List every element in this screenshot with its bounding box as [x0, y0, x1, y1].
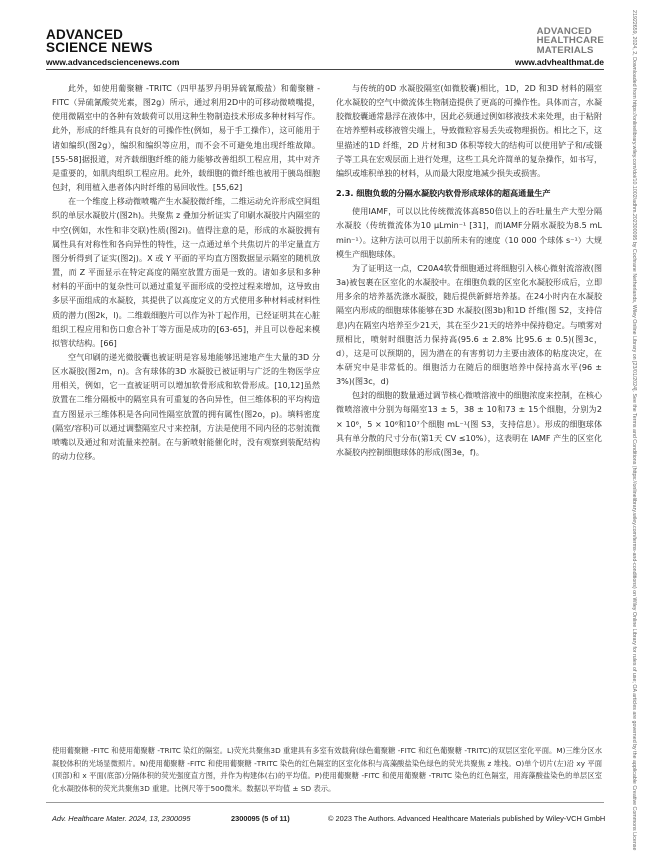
body-paragraph: 与传统的0D 水凝胶隔室(如微胶囊)相比，1D，2D 和3D 材料的隔室化水凝胶的空气中微流体生物制造提供了更高的可操作性。具体而言，水凝胶微胶囊通常悬浮在液体中，因此必须通过例如移液技术来处理，由于粘附在培养塑料或移液管尖端上，导致微粒容易丢失或物理损伤。相比之下，这里描述的1D 纤维，2D 片材和3D 体积等较大的结构可以使用铲子和/或镊子等工具在宏观层面上进行处理，这些工具允许简单的复杂操作，如书写，编织或堆积单独的材料，从而最大限度地减少损失或损害。 [336, 84, 602, 178]
journal-logo-line3: MATERIALS [536, 44, 594, 56]
publisher-logo [46, 28, 153, 54]
journal-logo-line2: HEALTHCARE [536, 35, 604, 47]
body-paragraph: 空气印刷的递光微胶囊也被证明是容易地能够迅速地产生大量的3D 分区水凝胶(图2m，n)。含有球体的3D 水凝胶已被证明与广泛的生物医学应用相关，例如，它一直被证明可以增加软骨形成和软骨形成。[10,12]虽然放置在二维分隔板中的隔室具有可重复的各向异性，但三维体积的平均构造直方图显示三维体积是各向同性隔室放置的拥有属性(图2o，p)。填料密度(隔室/容积)可以通过调整隔室尺寸来控制，方法是使用不同内径的芯射流微喷嘴以及通过和对流量来控制。在与新喷射能催化时，没有观察到装配结构的动力位移。 [52, 352, 320, 462]
publisher-logo-line2: SCIENCE NEWS [46, 40, 153, 55]
body-paragraph: 此外，如使用葡聚糖 -TRITC（四甲基罗丹明异硫氰酸盐）和葡聚糖 -FITC（异硫氰酸荧光素，图2g）所示，通过利用2D中的可移动微喷嘴提，使用微隔室中的各种有效载荷可以用这种生物制造技术形成多种材料写作。此外，形成的纤维具有良好的可操作性(例如，易于手工操作），这可能用于诸如编织(图2g），编织和编织等应用，而不会不可避免地出现纤维故障。[55-58]据报道，对齐载细胞纤维的能力能够改善组织工程应用，其中对齐是重要的，如肌肉组织工程应用。此外，载细胞的微纤维也被用于胰岛细胞包封，利用植入患者体内时纤维的易回收性。[55,62] [52, 84, 320, 193]
publisher-logo-line1: ADVANCED [46, 27, 124, 42]
right-column [336, 82, 602, 460]
copyright-notice: © 2023 The Authors. Advanced Healthcare Materials published by Wiley-VCH GmbH [328, 814, 606, 823]
figure-caption: 使用葡聚糖 -FITC 和使用葡聚糖 -TRITC 染红的隔室。L)荧光共聚焦3D 重建具有多室有效载荷(绿色葡聚糖 -FITC 和红色葡聚糖 -TRITC)的双层区室化平面。M)三维分区水凝胶体积的光场显微照片。N)使用葡聚糖 -FITC 和使用葡聚糖 -TRITC 染色的红色隔室的区室化体积与高藻酸盐染色绿色的荧光共聚焦 z 堆栈。O)单个切片(左)沿 xy 平面(顶部)和 x 平面(底部)分隔体积的荧光强度直方图，并作为构建体(右)的平均值。P)使用葡聚糖 -FITC 和使用葡聚糖 -TRITC 染色的红色隔室，用海藻酸盐染色的单层区室化水凝胶体积的荧光共聚焦3D 重建。比例尺等于500微米。数据以平均值 ± SD 表示。 [52, 746, 602, 793]
journal-url[interactable]: www.advhealthmat.de [515, 57, 604, 67]
section-heading: 2.3. 细胞负载的分隔水凝胶内软骨形成球体的超高通量生产 [336, 188, 551, 199]
header-divider [46, 69, 604, 70]
left-column [52, 82, 320, 464]
body-paragraph: 使用IAMF，可以以比传统微流体高850倍以上的吞吐量生产大型分隔水凝胶（传统微流体为10 μLmin⁻¹ [31]，而IAMF分隔水凝胶为8.5 mL min⁻¹）。这种方法可以用于以前所未有的速度（10 000 个球体 s⁻¹）大规模生产细胞球体。 [336, 207, 602, 259]
body-paragraph: 包封的细胞的数量通过调节核心微喷溶液中的细胞浓度来控制，在核心微喷溶液中分别为每隔室13 ± 5，38 ± 10和73 ± 15个细胞，分别为2 × 10⁶，5 × 10⁶和10⁷个细胞 mL⁻¹(图 S3，支持信息）。形成的细胞球体具有单分散的尺寸分布(第1天 CV ≤10%），这表明在 IAMF 产生的区室化水凝胶内控制细胞球体的形成(图3e，f)。 [336, 391, 602, 457]
journal-logo [537, 27, 604, 55]
body-paragraph: 在一个维度上移动微喷嘴产生水凝胶微纤维，二维运动允许形成空间组织的单层水凝胶片(图2h)。共聚焦 z 叠加分析证实了印刷水凝胶片内隔室的中空(例如，水性和非交联)性质(图2i)。值得注意的是，形成的水凝胶拥有属性具有对称性和各向异性的特性，这一点通过单个共焦切片的半定量直方图分析得到了证实(图2j)。X 或 Y 平面的平均直方图数据显示隔室的随机放置，而 Z 平面显示在特定高度的隔室放置方面是一致的。诸如多层和多种材料的平面中的复杂性可以通过重复平面形成的受控过程来增加，这导致由多层平面组成的水凝胶，其提供了以高度定义的方式使用多种材料或材料性质的潜力(图2k，l)。二维载细胞片可以作为补丁起作用，已经证明其在心脏组织工程应用和伤口愈合补丁等方面是成功的[63-65]，并且可以卷起来模拟管状结构。[66] [52, 197, 320, 348]
publisher-url[interactable]: www.advancedsciencenews.com [46, 57, 180, 67]
download-notice[interactable]: 21922659, 2024, 2, Downloaded from https://onlinelibrary.wiley.com/doi/10.1002/adhm.202300095 by Cochrane Netherlands, Wiley Online Library on [23/01/2024]. See the Terms and Conditions (https://onlinelibrary.wiley.com/terms-and-conditions) on Wiley Online Library for rules of use; OA articles are governed by the applicable Creative Commons License [631, 10, 637, 851]
body-paragraph: 为了证明这一点，C20A4软骨细胞通过将细胞引入核心微射流溶液(图3a)被包裹在区室化的水凝胶中。在细胞负载的区室化水凝胶形成后，立即用多余的培养基洗涤水凝胶，随后提供新鲜培养基。在24小时内在水凝胶隔室内形成的细胞球体能够在3D 水凝胶(图3b)和1D 纤维(图 S2，支持信息)内在隔室内培养至少21天，其在至少21天的培养中保持稳定。与喷雾对照相比，喷射时细胞活力保持高(95.6 ± 2.8% 比95.6 ± 0.5)(图3c，d），这是可以预期的，因为潜在的有害剪切力主要由液体的粘度决定，在本研究中是非常低的。细胞活力在随后的细胞培养中保持高水平(96 ± 3%)(图3c，d) [336, 263, 602, 387]
page-number: 2300095 (5 of 11) [231, 814, 290, 823]
footer-divider [46, 802, 604, 803]
journal-citation: Adv. Healthcare Mater. 2024, 13, 2300095 [52, 814, 191, 823]
journal-logo-line1: ADVANCED [536, 26, 592, 37]
